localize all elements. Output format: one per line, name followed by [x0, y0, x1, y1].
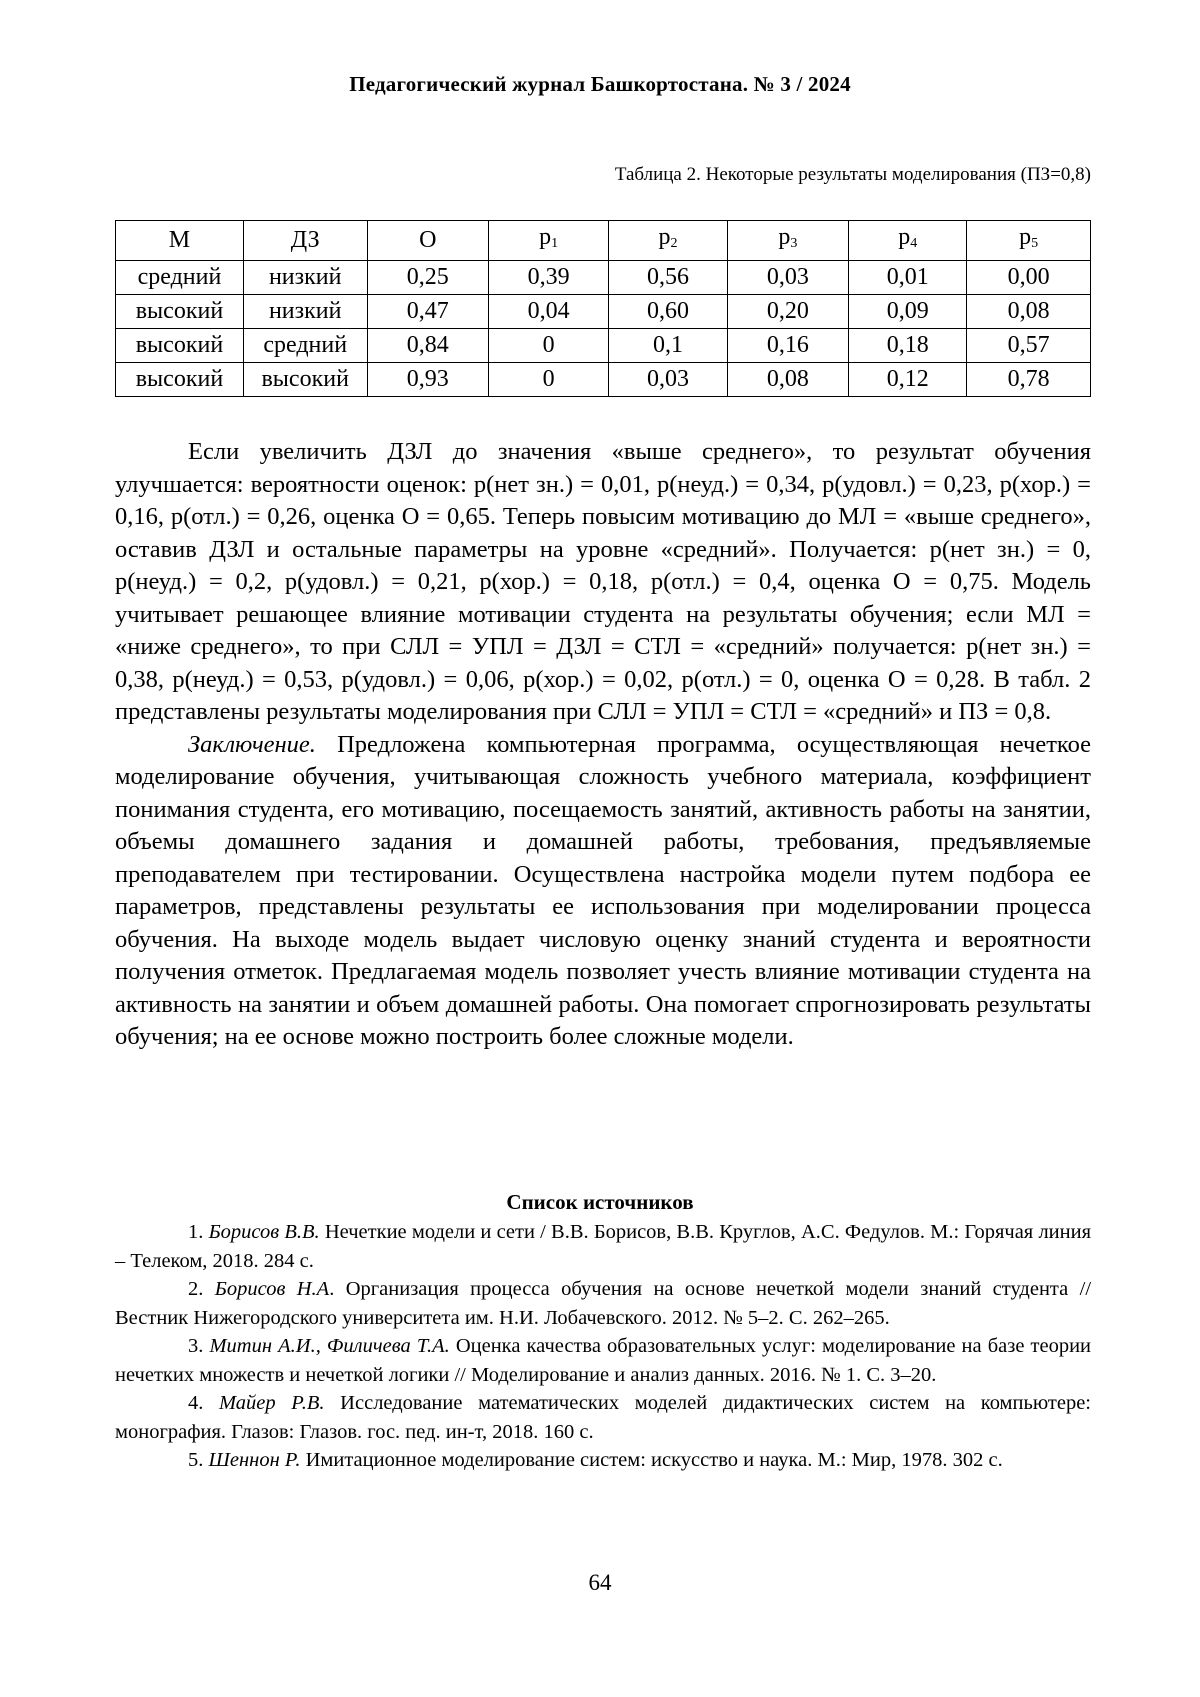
table-header-row	[116, 221, 1091, 261]
table-cell: средний	[116, 261, 244, 295]
table-cell: 0,84	[367, 329, 488, 363]
reference-item: 2. Борисов Н.А. Организация процесса обучения на основе нечеткой модели знаний студента // Вестник Нижегородского университета им. Н.И. Лобачевского. 2012. № 5–2. С. 262–265.	[115, 1278, 1092, 1329]
references-list	[115, 1218, 1091, 1475]
table-cell: 0,08	[727, 363, 848, 397]
conclusion-text: Предложена компьютерная программа, осуществляющая нечеткое моделирование обучения, учитывающая сложность учебного материала, коэффициент понимания студента, его мотивацию, посещаемость занятий, активность работы на занятии, объемы домашнего задания и домашней работы, требования, предъявляемые преподавателем при тестировании. Осуществлена настройка модели путем подбора ее параметров, представлены результаты ее использования при моделировании процесса обучения. На выходе модель выдает числовую оценку знаний студента и вероятности получения отметок. Предлагаемая модель позволяет учесть влияние мотивации студента на активность на занятии и объем домашней работы. Она помогает спрогнозировать результаты обучения; на ее основе можно построить более сложные модели.	[115, 730, 1091, 1050]
table-cell: высокий	[116, 295, 244, 329]
table-cell: 0,00	[967, 261, 1091, 295]
results-paragraph: Если увеличить ДЗЛ до значения «выше среднего», то результат обучения улучшается: вероятности оценок: p(нет зн.) = 0,01, p(неуд.) = 0,34, p(удовл.) = 0,23, p(хор.) = 0,16, p(отл.) = 0,26, оценка О = 0,65. Теперь повысим мотивацию до МЛ = «выше среднего», оставив ДЗЛ и остальные параметры на уровне «средний». Получается: p(нет зн.) = 0, p(неуд.) = 0,2, p(удовл.) = 0,21, p(хор.) = 0,18, p(отл.) = 0,4, оценка О = 0,75. Модель учитывает решающее влияние мотивации студента на результаты обучения; если МЛ = «ниже среднего», то при СЛЛ = УПЛ = ДЗЛ = СТЛ = «средний» получается: p(нет зн.) = 0,38, p(неуд.) = 0,53, p(удовл.) = 0,06, p(хор.) = 0,02, p(отл.) = 0, оценка О = 0,28. В табл. 2 представлены результаты моделирования при СЛЛ = УПЛ = СТЛ = «средний» и ПЗ = 0,8.	[115, 438, 1091, 725]
table-cell: 0,09	[849, 295, 967, 329]
table-cell: 0	[488, 329, 608, 363]
table-row	[116, 363, 1091, 397]
table-cell: 0,56	[609, 261, 727, 295]
table-cell: 0,16	[727, 329, 848, 363]
table-cell: низкий	[243, 261, 367, 295]
table-cell: высокий	[243, 363, 367, 397]
col-header-dz: ДЗ	[243, 221, 367, 261]
col-header-o: О	[367, 221, 488, 261]
reference-item: 1. Борисов В.В. Нечеткие модели и сети / В.В. Борисов, В.В. Круглов, А.С. Федулов. М.: Горячая линия – Телеком, 2018. 284 с.	[115, 1221, 1092, 1272]
table-cell: 0,25	[367, 261, 488, 295]
reference-item: 5. Шеннон Р. Имитационное моделирование систем: искусство и наука. М.: Мир, 1978. 302 с.	[188, 1449, 1003, 1471]
table-cell: 0,08	[967, 295, 1091, 329]
table-cell: 0,18	[849, 329, 967, 363]
conclusion-paragraph	[115, 729, 1091, 1054]
table-row	[116, 261, 1091, 295]
col-header-p4: $p_4$	[849, 221, 967, 261]
table-cell: 0,78	[967, 363, 1091, 397]
table-cell: 0,39	[488, 261, 608, 295]
table-cell: высокий	[116, 329, 244, 363]
col-header-p1: $p_1$	[488, 221, 608, 261]
col-header-p2: $p_2$	[609, 221, 727, 261]
table-cell: 0,12	[849, 363, 967, 397]
references-title: Список источников	[506, 1190, 694, 1214]
article-body	[115, 436, 1091, 1054]
table-cell: средний	[243, 329, 367, 363]
table-row	[116, 329, 1091, 363]
table-cell: 0,1	[609, 329, 727, 363]
table-row	[116, 295, 1091, 329]
page-number: 64	[588, 1570, 612, 1595]
results-table	[115, 220, 1091, 397]
col-header-p5: $p_5$	[967, 221, 1091, 261]
table-cell: 0,03	[727, 261, 848, 295]
table-cell: 0,60	[609, 295, 727, 329]
table-caption: Таблица 2. Некоторые результаты моделирования (ПЗ=0,8)	[614, 164, 1091, 185]
table-cell: 0,03	[609, 363, 727, 397]
table-cell: 0,93	[367, 363, 488, 397]
table-cell: низкий	[243, 295, 367, 329]
col-header-m: М	[116, 221, 244, 261]
table-cell: высокий	[116, 363, 244, 397]
table-cell: 0,47	[367, 295, 488, 329]
reference-item: 3. Митин А.И., Филичева Т.А. Оценка качества образовательных услуг: моделирование на базе теории нечетких множеств и нечеткой логики // Моделирование и анализ данных. 2016. № 1. С. 3–20.	[115, 1335, 1092, 1386]
col-header-p3: $p_3$	[727, 221, 848, 261]
table-cell: 0,04	[488, 295, 608, 329]
table-cell: 0	[488, 363, 608, 397]
table-cell: 0,57	[967, 329, 1091, 363]
table-cell: 0,20	[727, 295, 848, 329]
reference-item: 4. Майер Р.В. Исследование математических моделей дидактических систем на компьютере: монография. Глазов: Глазов. гос. пед. ин-т, 2018. 160 с.	[115, 1392, 1091, 1443]
conclusion-label: Заключение.	[188, 730, 316, 758]
journal-header: Педагогический журнал Башкортостана. № 3 / 2024	[349, 72, 851, 96]
table-cell: 0,01	[849, 261, 967, 295]
